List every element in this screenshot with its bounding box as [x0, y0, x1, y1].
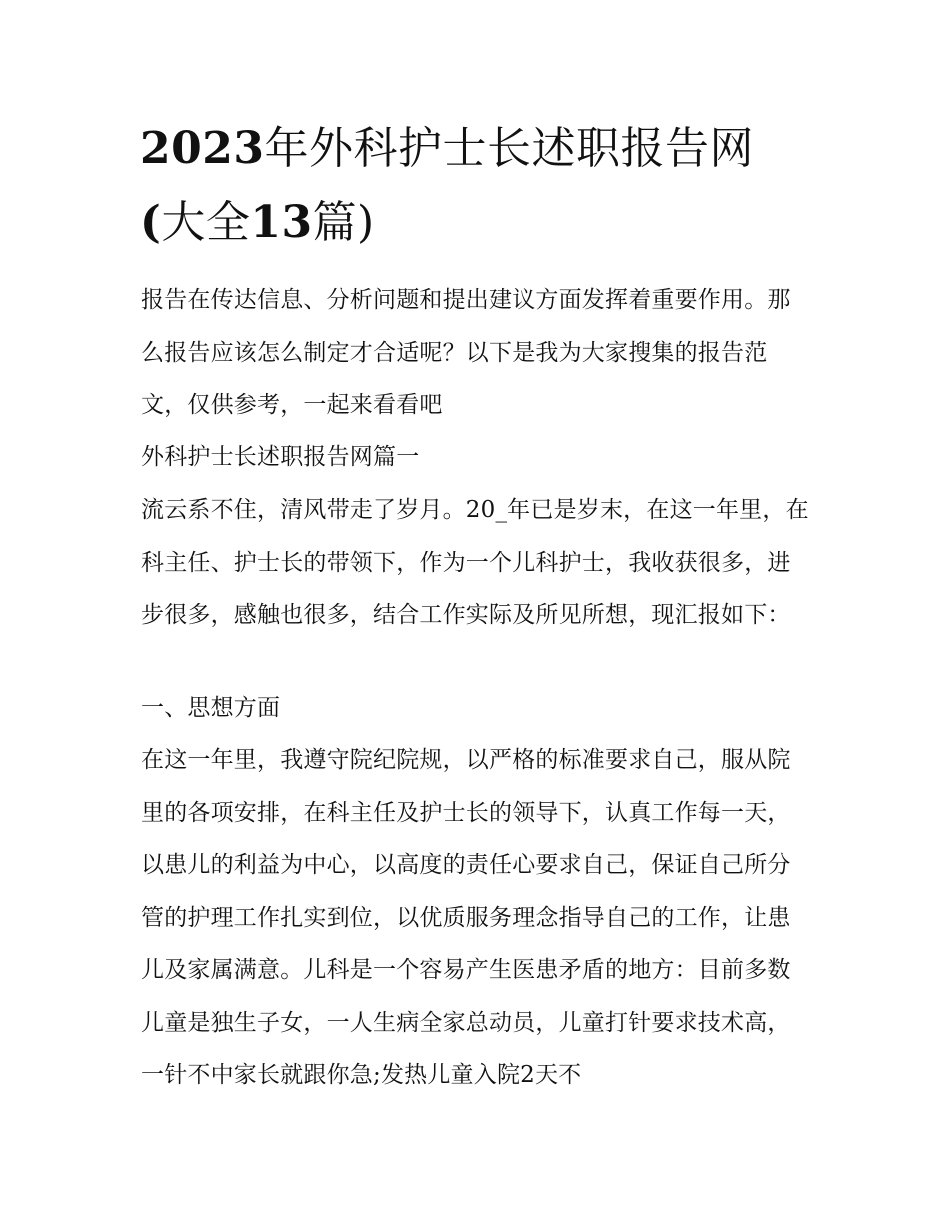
section-heading: 外科护士长述职报告网篇一: [141, 444, 420, 470]
intro-paragraph: 报告在传达信息、分析问题和提出建议方面发挥着重要作用。那么报告应该怎么制定才合适呢？以下是我为大家搜集的报告范文，仅供参考，一起来看看吧: [141, 287, 791, 418]
title-count: 13: [250, 197, 313, 248]
title-year: 2023: [140, 123, 265, 174]
body-paragraph-1: 流云系不住，清风带走了岁月。20_年已是岁末，在这一年里，在科主任、护士长的带领下，作为一个儿科护士，我收获很多，进步很多，感触也很多，结合工作实际及所见所想，现汇报如下：: [141, 497, 809, 628]
document-title: [140, 112, 820, 260]
subheading-thought: 一、思想方面: [141, 695, 281, 721]
title-open-paren: (: [140, 197, 162, 248]
body-paragraph-2: 在这一年里，我遵守院纪院规，以严格的标准要求自己，服从院里的各项安排，在科主任及护士长的领导下，认真工作每一天，以患儿的利益为中心，以高度的责任心要求自己，保证自己所分管的护理工作扎实到位，以优质服务理念指导自己的工作，让患儿及家属满意。儿科是一个容易产生医患矛盾的地方：目前多数儿童是独生子女，一人生病全家总动员，儿童打针要求技术高，一针不中家长就跟你急;发热儿童入院2天不: [141, 747, 791, 1088]
title-tail: 篇): [312, 197, 375, 248]
title-daquan: 大全: [161, 197, 251, 248]
title-main: 年外科护士长述职报告网: [264, 123, 754, 174]
